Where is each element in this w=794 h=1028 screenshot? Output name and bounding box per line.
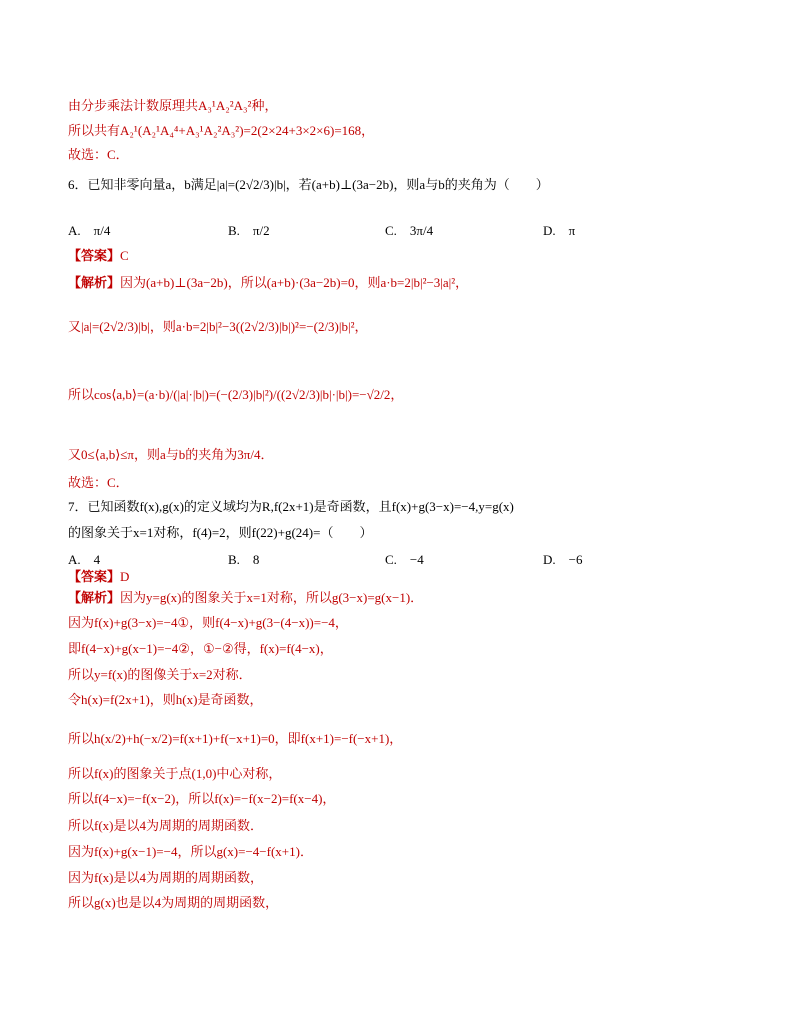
analysis-7-line-4: 所以y=f(x)的图像关于x=2对称．: [68, 667, 252, 682]
analysis-7-line-10: 因为f(x)+g(x−1)=−4，所以g(x)=−4−f(x+1)．: [68, 844, 313, 859]
q6-option-d: D. π: [543, 223, 576, 238]
analysis-label: 【解析】: [68, 590, 121, 605]
analysis-6-line-1: [68, 274, 468, 292]
analysis-7-line-11: 因为f(x)是以4为周期的周期函数，: [68, 870, 263, 885]
question-7-line-1: 7．已知函数f(x),g(x)的定义域均为R,f(2x+1)是奇函数，且f(x)+g(3−x)=−4,y=g(x): [68, 499, 514, 514]
answer-6: [68, 247, 129, 265]
line-3: 故选：C．: [68, 147, 129, 162]
analysis-label: 【解析】: [68, 275, 121, 290]
analysis-7-line-6: 所以h(x/2)+h(−x/2)=f(x+1)+f(−x+1)=0，即f(x+1)=−f(−x+1)，: [68, 731, 403, 746]
analysis-7-text-1: 因为y=g(x)的图象关于x=1对称，所以g(3−x)=g(x−1)．: [120, 590, 424, 605]
analysis-6-line-4: 又0≤⟨a,b⟩≤π，则a与b的夹角为3π/4．: [68, 447, 274, 462]
answer-label: 【答案】: [68, 569, 121, 584]
analysis-7-line-12: 所以g(x)也是以4为周期的周期函数，: [68, 895, 279, 910]
answer-value: C: [120, 248, 129, 263]
analysis-6-line-3: 所以cos⟨a,b⟩=(a·b)/(|a|·|b|)=(−(2/3)|b|²)/((2√2/3)|b|·|b|)=−√2/2，: [68, 387, 404, 402]
analysis-6-line-5: 故选：C．: [68, 475, 129, 490]
q7-option-b: B. 8: [228, 552, 260, 567]
line-2: 所以共有A₂¹(A₂¹A₄⁴+A₃¹A₂²A₃²)=2(2×24+3×2×6)=168，: [68, 123, 375, 138]
answer-7: [68, 568, 129, 586]
analysis-7-line-2: 因为f(x)+g(3−x)=−4①，则f(4−x)+g(3−(4−x))=−4，: [68, 615, 348, 630]
line-1: 由分步乘法计数原理共A₃¹A₂²A₃²种，: [68, 98, 278, 113]
q7-option-d: D. −6: [543, 552, 583, 567]
analysis-7-line-7: 所以f(x)的图象关于点(1,0)中心对称，: [68, 766, 282, 781]
question-6: 6．已知非零向量a，b满足|a|=(2√2/3)|b|，若(a+b)⊥(3a−2b)，则a与b的夹角为（ ）: [68, 177, 549, 192]
analysis-6-text-1: 因为(a+b)⊥(3a−2b)，所以(a+b)·(3a−2b)=0，则a·b=2|b|²−3|a|²，: [120, 275, 469, 290]
q7-option-c: C. −4: [385, 552, 424, 567]
answer-value: D: [120, 569, 130, 584]
q6-option-a: A. π/4: [68, 223, 111, 238]
analysis-7-line-8: 所以f(4−x)=−f(x−2)，所以f(x)=−f(x−2)=f(x−4)，: [68, 791, 336, 806]
analysis-7-line-9: 所以f(x)是以4为周期的周期函数．: [68, 818, 263, 833]
analysis-7-line-1: [68, 589, 423, 607]
analysis-6-line-2: 又|a|=(2√2/3)|b|，则a·b=2|b|²−3((2√2/3)|b|)²=−(2/3)|b|²，: [68, 319, 368, 334]
q7-option-a: A. 4: [68, 552, 101, 567]
answer-label: 【答案】: [68, 248, 121, 263]
question-7-line-2: 的图象关于x=1对称，f(4)=2，则f(22)+g(24)=（ ）: [68, 525, 373, 540]
q6-option-c: C. 3π/4: [385, 223, 434, 238]
analysis-7-line-5: 令h(x)=f(2x+1)，则h(x)是奇函数，: [68, 692, 263, 707]
q6-option-b: B. π/2: [228, 223, 270, 238]
analysis-7-line-3: 即f(4−x)+g(x−1)=−4②，①−②得，f(x)=f(4−x)，: [68, 641, 333, 656]
